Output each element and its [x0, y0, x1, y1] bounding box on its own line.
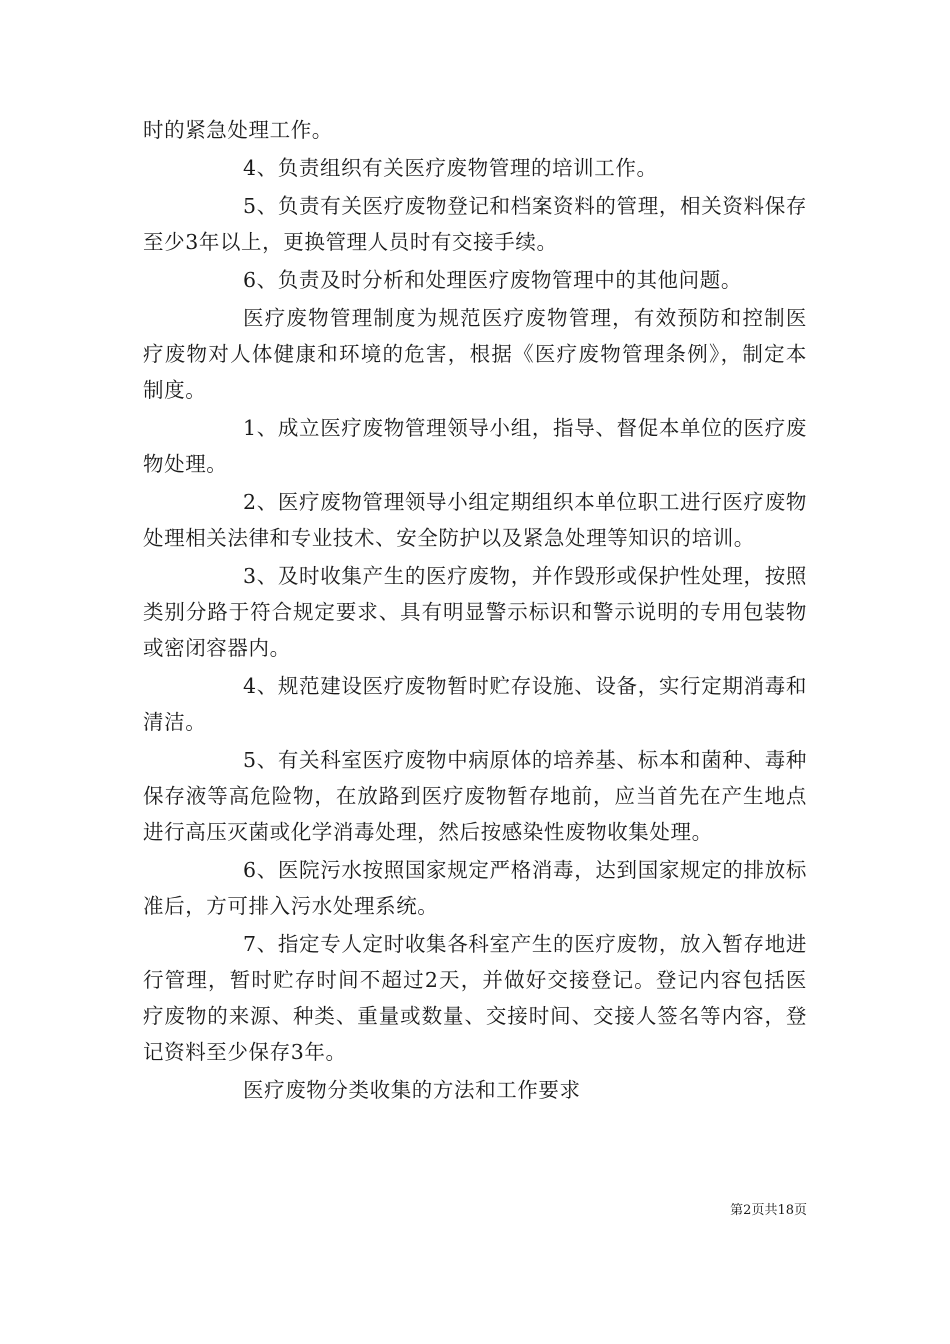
paragraph-item-5-records: 5、负责有关医疗废物登记和档案资料的管理，相关资料保存至少3年以上，更换管理人员时有交接手续。 — [143, 194, 807, 254]
paragraph-item-6-analysis: 6、负责及时分析和处理医疗废物管理中的其他问题。 — [243, 268, 742, 292]
paragraph-rule-6: 6、医院污水按照国家规定严格消毒，达到国家规定的排放标准后，方可排入污水处理系统。 — [143, 858, 807, 918]
paragraph-item-4-training: 4、负责组织有关医疗废物管理的培训工作。 — [243, 156, 658, 180]
page-number: 第2页共18页 — [730, 1203, 807, 1218]
document-body — [143, 112, 807, 1110]
paragraph-rule-1: 1、成立医疗废物管理领导小组，指导、督促本单位的医疗废物处理。 — [143, 416, 807, 476]
paragraph-rule-4: 4、规范建设医疗废物暂时贮存设施、设备，实行定期消毒和清洁。 — [143, 674, 807, 734]
paragraph-continuation: 时的紧急处理工作。 — [143, 118, 333, 142]
paragraph-rule-2: 2、医疗废物管理领导小组定期组织本单位职工进行医疗废物处理相关法律和专业技术、安全防护以及紧急处理等知识的培训。 — [143, 490, 807, 550]
paragraph-rule-3: 3、及时收集产生的医疗废物，并作毁形或保护性处理，按照类别分路于符合规定要求、具有明显警示标识和警示说明的专用包装物或密闭容器内。 — [143, 564, 807, 660]
section-heading-classification: 医疗废物分类收集的方法和工作要求 — [243, 1078, 581, 1102]
paragraph-policy-intro: 医疗废物管理制度为规范医疗废物管理，有效预防和控制医疗废物对人体健康和环境的危害，根据《医疗废物管理条例》，制定本制度。 — [143, 306, 807, 402]
paragraph-rule-7: 7、指定专人定时收集各科室产生的医疗废物，放入暂存地进行管理，暂时贮存时间不超过2天，并做好交接登记。登记内容包括医疗废物的来源、种类、重量或数量、交接时间、交接人签名等内容，登记资料至少保存3年。 — [143, 932, 807, 1064]
paragraph-rule-5: 5、有关科室医疗废物中病原体的培养基、标本和菌种、毒种保存液等高危险物，在放路到医疗废物暂存地前，应当首先在产生地点进行高压灭菌或化学消毒处理，然后按感染性废物收集处理。 — [143, 748, 807, 844]
